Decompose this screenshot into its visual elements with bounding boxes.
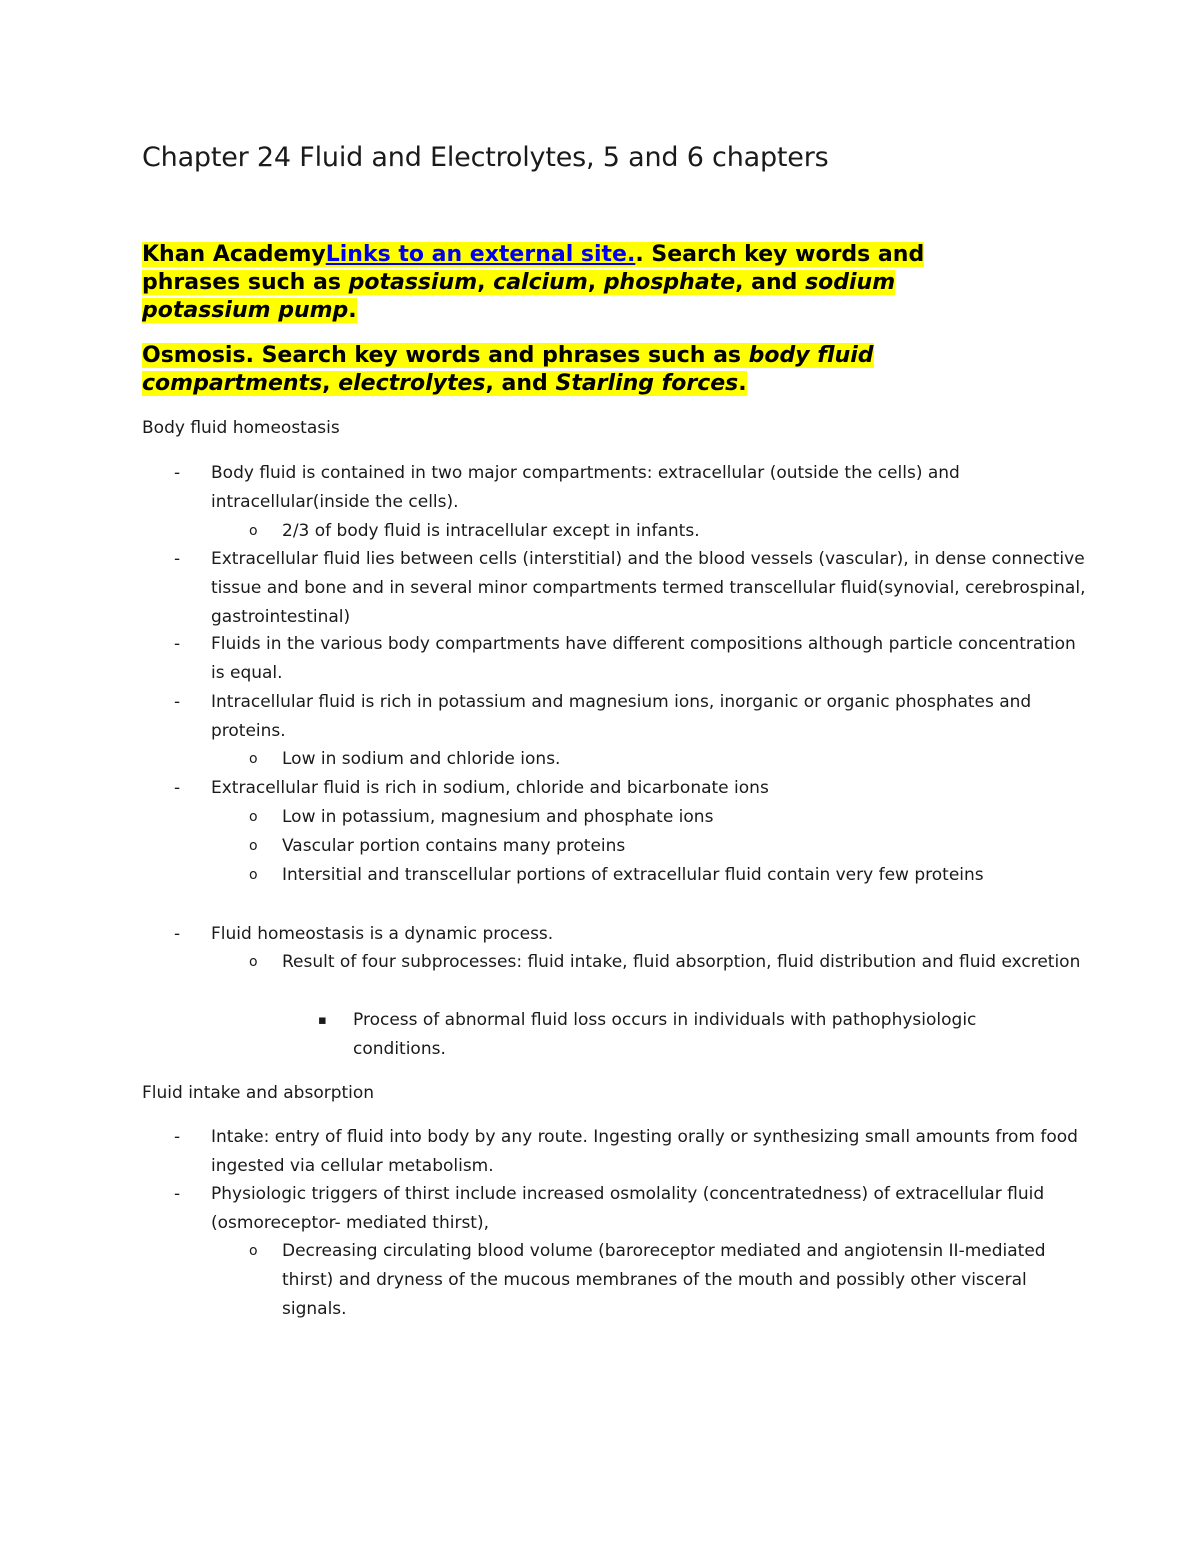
list-item: Low in potassium, magnesium and phosphate ions bbox=[282, 807, 714, 827]
osmosis-highlight bbox=[142, 343, 874, 396]
khan-separator: , bbox=[477, 270, 494, 295]
dash-bullet: - bbox=[174, 692, 181, 712]
khan-academy-paragraph bbox=[142, 241, 1002, 325]
osmosis-term-compartments: body fluid compartments bbox=[142, 343, 874, 396]
list-item: Process of abnormal fluid loss occurs in individuals with pathophysiologic conditions. bbox=[353, 1010, 977, 1059]
list-item: Fluids in the various body compartments have different compositions although particle concentration is equal. bbox=[211, 634, 1076, 683]
square-bullet: ▪ bbox=[318, 1013, 327, 1028]
dash-bullet: - bbox=[174, 463, 181, 483]
osmosis-end-punct: . bbox=[738, 371, 747, 396]
khan-after-link-text: . Search key words and phrases such as bbox=[142, 242, 925, 295]
khan-separator: , bbox=[587, 270, 604, 295]
osmosis-separator: , and bbox=[485, 371, 556, 396]
list-item: Decreasing circulating blood volume (baroreceptor mediated and angiotensin II-mediated thirst) and dryness of the mucous membranes of the mouth and possibly other visceral signals. bbox=[282, 1241, 1046, 1319]
dash-bullet: - bbox=[174, 778, 181, 798]
dash-bullet: - bbox=[174, 634, 181, 654]
list-item: Result of four subprocesses: fluid intake, fluid absorption, fluid distribution and fluid excretion bbox=[282, 952, 1081, 972]
khan-term-sodium-pump: sodium potassium pump bbox=[142, 270, 896, 323]
list-item: Extracellular fluid lies between cells (interstitial) and the blood vessels (vascular), in dense connective tissue and bone and in several minor compartments termed transcellular fluid(synovial, cerebrospinal, gastrointestinal) bbox=[211, 549, 1086, 627]
circle-bullet: o bbox=[249, 954, 258, 970]
section-heading-body-fluid: Body fluid homeostasis bbox=[142, 418, 340, 438]
list-item: 2/3 of body fluid is intracellular except in infants. bbox=[282, 521, 700, 541]
dash-bullet: - bbox=[174, 924, 181, 944]
circle-bullet: o bbox=[249, 1243, 258, 1259]
list-item: Extracellular fluid is rich in sodium, chloride and bicarbonate ions bbox=[211, 778, 769, 798]
list-item: Intersitial and transcellular portions of extracellular fluid contain very few proteins bbox=[282, 865, 984, 885]
khan-term-calcium: calcium bbox=[493, 270, 588, 295]
khan-separator: , and bbox=[735, 270, 806, 295]
khan-term-phosphate: phosphate bbox=[603, 270, 736, 295]
list-item: Fluid homeostasis is a dynamic process. bbox=[211, 924, 554, 944]
osmosis-paragraph bbox=[142, 342, 962, 398]
khan-end-punct: . bbox=[348, 298, 357, 323]
osmosis-term-starling: Starling forces bbox=[555, 371, 739, 396]
circle-bullet: o bbox=[249, 751, 258, 767]
list-item: Body fluid is contained in two major compartments: extracellular (outside the cells) and intracellular(inside the cells). bbox=[211, 463, 960, 512]
osmosis-term-electrolytes: electrolytes bbox=[338, 371, 486, 396]
list-item: Intake: entry of fluid into body by any route. Ingesting orally or synthesizing small amounts from food ingested via cellular metabolism. bbox=[211, 1127, 1078, 1176]
khan-highlight bbox=[142, 242, 924, 323]
list-item: Vascular portion contains many proteins bbox=[282, 836, 626, 856]
circle-bullet: o bbox=[249, 523, 258, 539]
circle-bullet: o bbox=[249, 809, 258, 825]
osmosis-separator: , bbox=[322, 371, 339, 396]
circle-bullet: o bbox=[249, 838, 258, 854]
khan-term-potassium: potassium bbox=[348, 270, 478, 295]
khan-lead-text: Khan Academy bbox=[142, 242, 326, 267]
dash-bullet: - bbox=[174, 1127, 181, 1147]
circle-bullet: o bbox=[249, 867, 258, 883]
section-heading-intake: Fluid intake and absorption bbox=[142, 1083, 375, 1103]
list-item: Low in sodium and chloride ions. bbox=[282, 749, 561, 769]
dash-bullet: - bbox=[174, 1184, 181, 1204]
list-item: Intracellular fluid is rich in potassium and magnesium ions, inorganic or organic phosphates and proteins. bbox=[211, 692, 1032, 741]
osmosis-lead-text: Osmosis. Search key words and phrases such as bbox=[142, 343, 749, 368]
dash-bullet: - bbox=[174, 549, 181, 569]
document-title: Chapter 24 Fluid and Electrolytes, 5 and 6 chapters bbox=[142, 142, 829, 173]
list-item: Physiologic triggers of thirst include increased osmolality (concentratedness) of extracellular fluid (osmoreceptor- mediated thirst), bbox=[211, 1184, 1045, 1233]
external-link[interactable]: Links to an external site. bbox=[325, 242, 636, 267]
